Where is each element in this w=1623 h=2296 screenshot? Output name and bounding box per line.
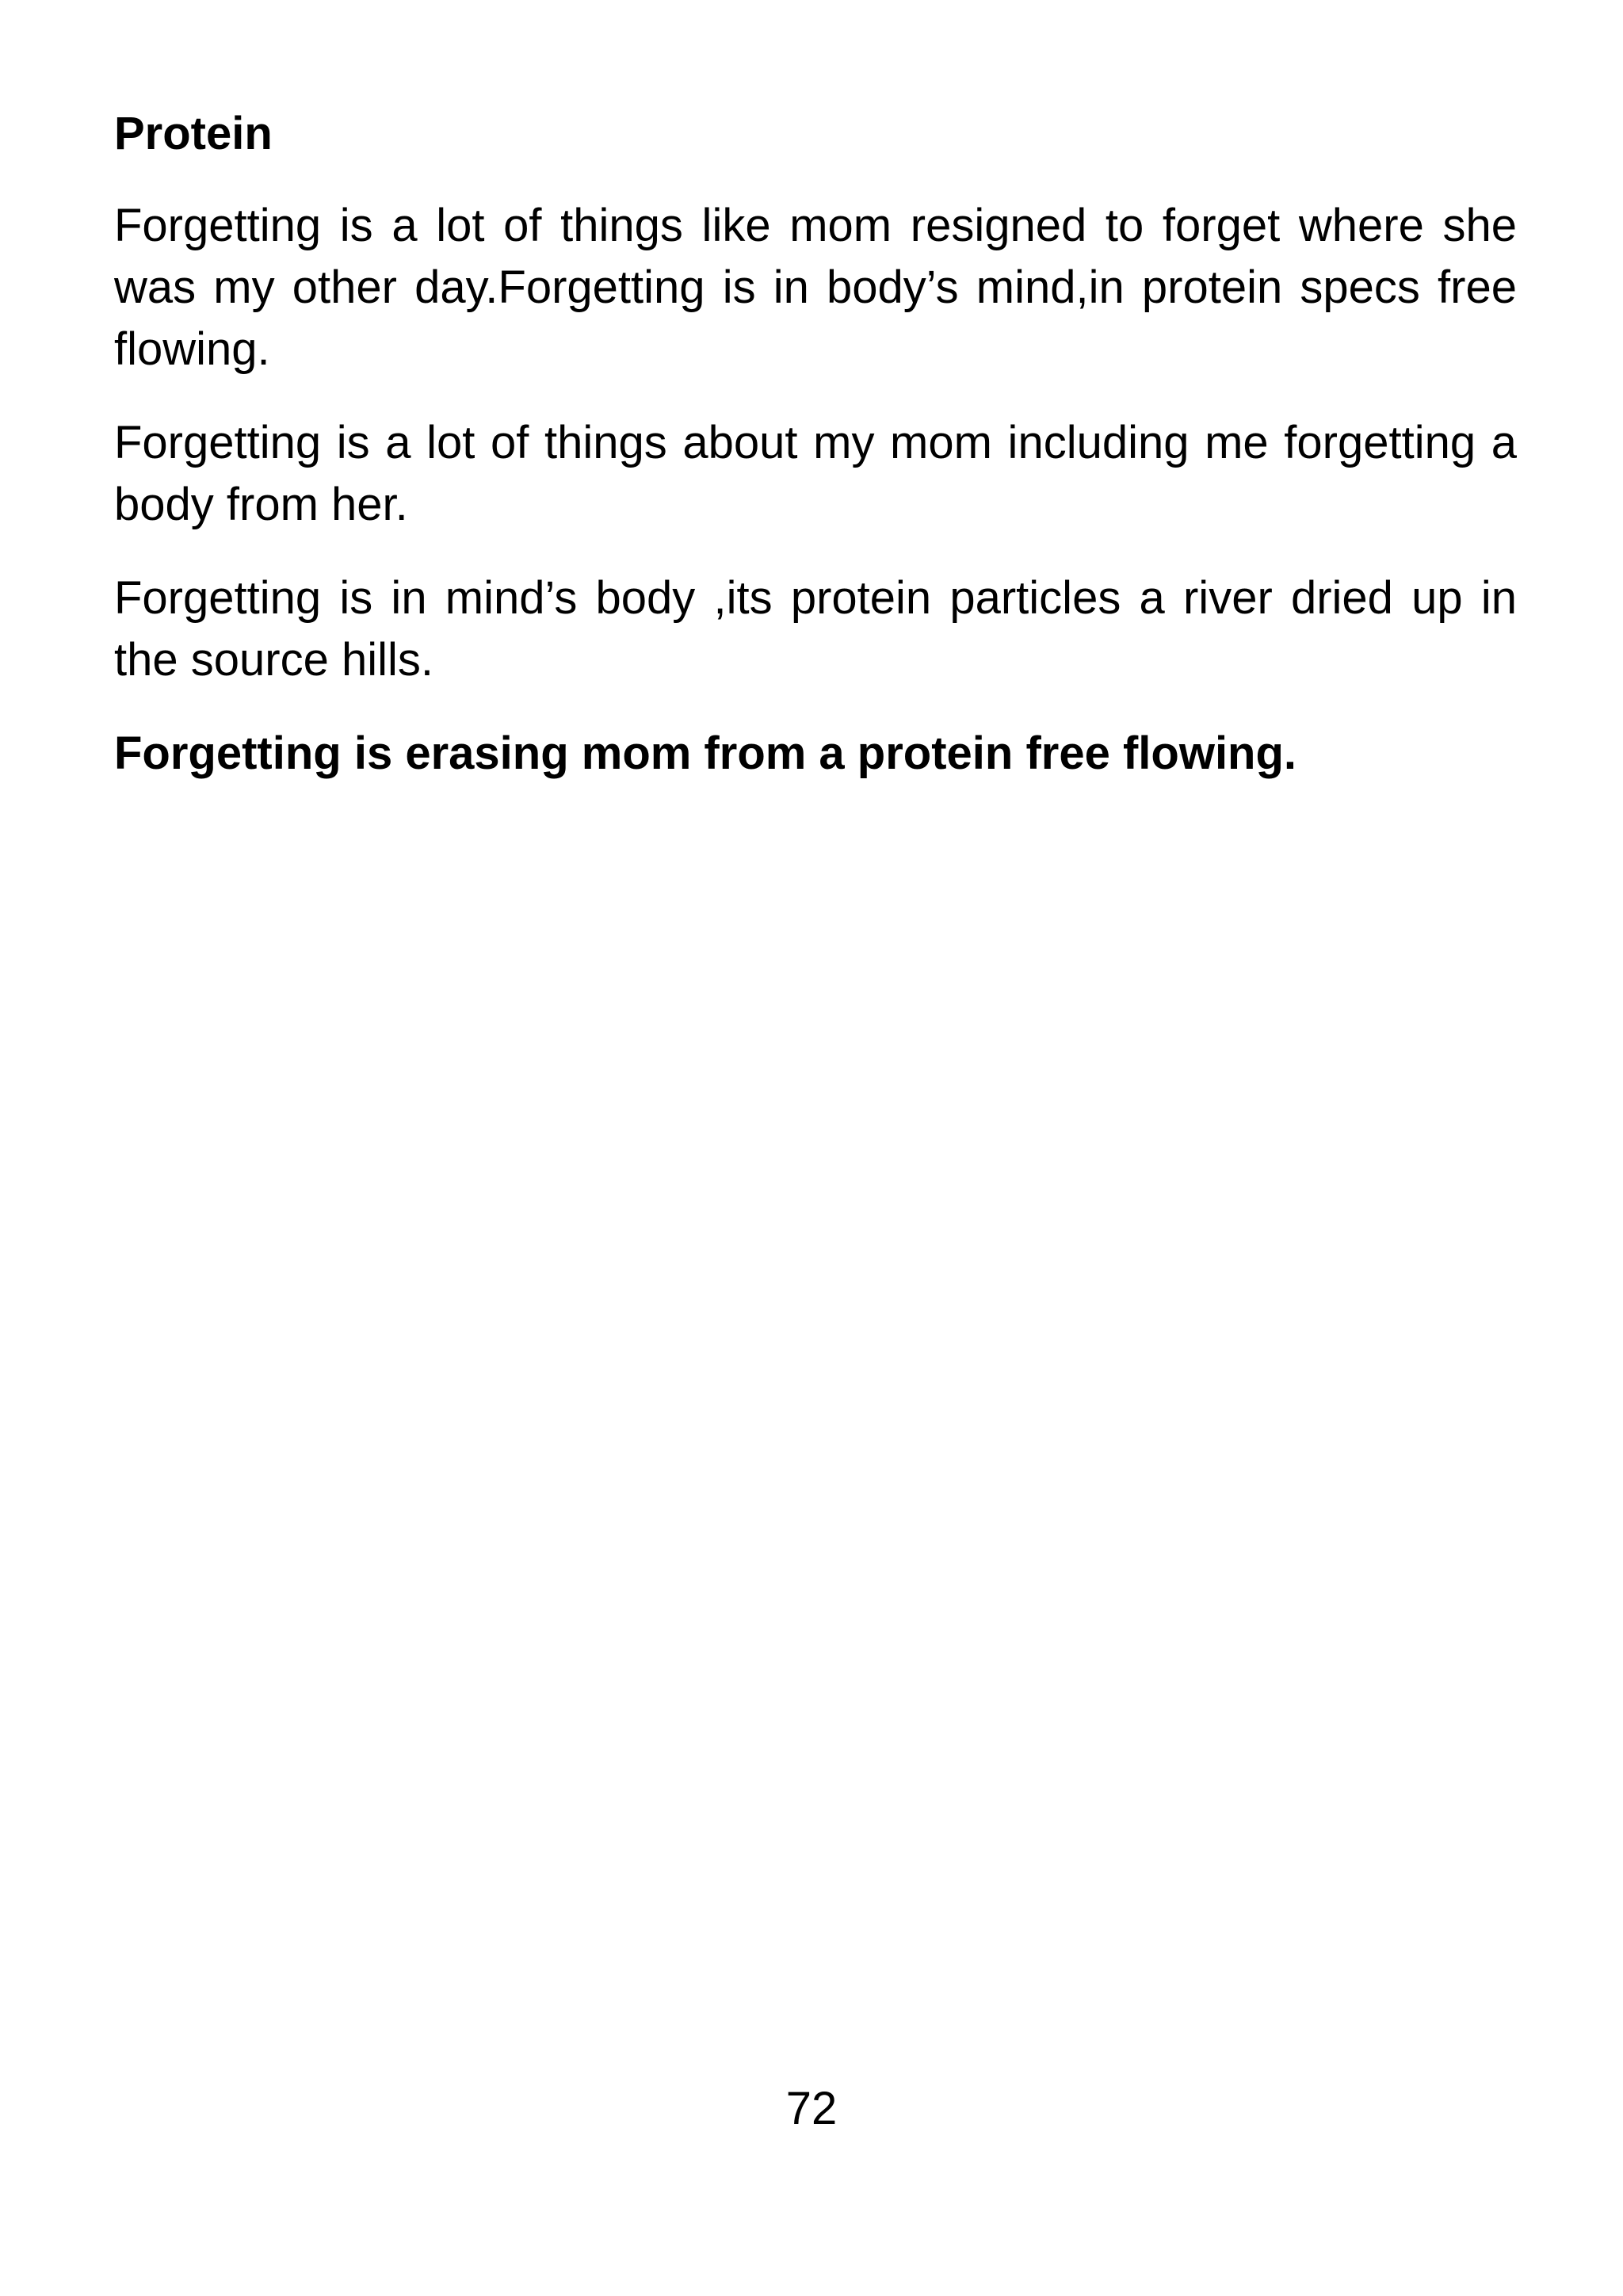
page-content	[114, 103, 1517, 816]
paragraph-2: Forgetting is a lot of things about my mom including me forgetting a body from her.	[114, 417, 1517, 530]
closing-line: Forgetting is erasing mom from a protein free flowing.	[114, 728, 1297, 779]
paragraph-3: Forgetting is in mind’s body ,its protein particles a river dried up in the source hills.	[114, 572, 1517, 686]
page-number: 72	[785, 2083, 838, 2134]
page-title: Protein	[114, 108, 273, 159]
paragraph-1: Forgetting is a lot of things like mom resigned to forget where she was my other day.Forgetting is in body’s mind,in protein specs free flowing.	[114, 200, 1517, 375]
